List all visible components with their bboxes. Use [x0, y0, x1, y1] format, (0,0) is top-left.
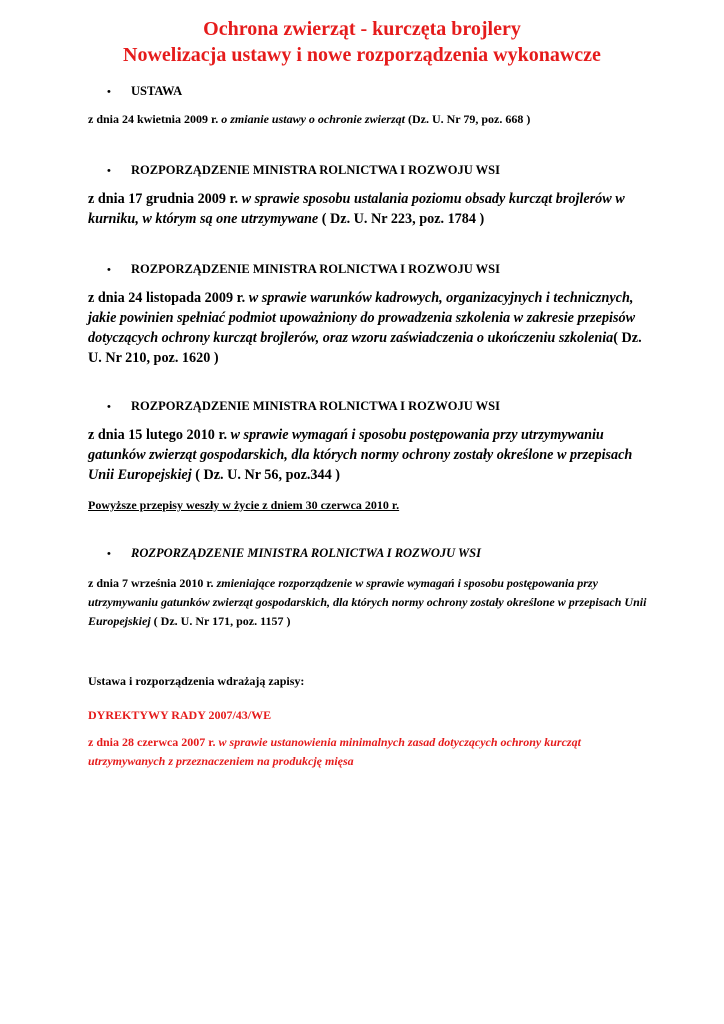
document-title: Ochrona zwierząt - kurczęta brojlery	[203, 18, 521, 40]
section-heading-text: ROZPORZĄDZENIE MINISTRA ROLNICTWA I ROZWOJU WSI	[131, 399, 500, 413]
section-reference: ( Dz. U. Nr 56, poz.344 )	[191, 467, 340, 483]
section-reference: ( Dz. U. Nr 171, poz. 1157 )	[150, 614, 291, 628]
section-5-heading	[107, 545, 481, 562]
section-2-heading	[107, 162, 500, 179]
section-date: z dnia 7 września 2010 r.	[88, 576, 217, 590]
section-subject: w sprawie wymagań i sposobu postępowania przy utrzymywaniu gatunków zwierząt gospodarskich, dla których normy ochrony zostały określone w przepisach Unii Europejskiej	[88, 427, 633, 483]
section-subject: o zmianie ustawy o ochronie zwierząt	[221, 112, 405, 126]
section-reference: ( Dz. U. Nr 223, poz. 1784 )	[318, 211, 485, 227]
section-reference: ( Dz. U. Nr 210, poz. 1620 )	[88, 330, 642, 366]
directive-title: DYREKTYWY RADY 2007/43/WE	[88, 708, 272, 722]
section-3-heading	[107, 261, 500, 278]
section-date: z dnia 24 listopada 2009 r.	[88, 290, 249, 306]
bullet-icon: •	[107, 165, 111, 177]
directive-subject: w sprawie ustanowienia minimalnych zasad dotyczących ochrony kurcząt utrzymywanych z przeznaczeniem na produkcję mięsa	[88, 735, 581, 768]
section-reference: (Dz. U. Nr 79, poz. 668 )	[404, 112, 531, 126]
implements-label: Ustawa i rozporządzenia wdrażają zapisy:	[88, 674, 305, 688]
section-1-body	[88, 110, 648, 129]
section-4-heading	[107, 398, 500, 415]
section-heading-text: ROZPORZĄDZENIE MINISTRA ROLNICTWA I ROZWOJU WSI	[131, 163, 500, 177]
section-subject: w sprawie sposobu ustalania poziomu obsady kurcząt brojlerów w kurniku, w którym są one utrzymywane	[88, 191, 625, 227]
section-5-body	[88, 574, 648, 631]
section-subject: zmieniające rozporządzenie w sprawie wymagań i sposobu postępowania przy utrzymywaniu gatunków zwierząt gospodarskich, dla których normy ochrony zostały określone w przepisach Unii Europejskiej	[88, 576, 647, 628]
section-3-body	[88, 288, 648, 368]
directive-date: z dnia 28 czerwca 2007 r.	[88, 735, 219, 749]
section-heading-text: USTAWA	[131, 84, 183, 98]
directive-body	[88, 733, 648, 771]
section-1-heading	[107, 83, 182, 100]
section-date: z dnia 15 lutego 2010 r.	[88, 427, 231, 443]
section-heading-text: ROZPORZĄDZENIE MINISTRA ROLNICTWA I ROZWOJU WSI	[131, 546, 481, 560]
document-subtitle: Nowelizacja ustawy i nowe rozporządzenia wykonawcze	[123, 44, 601, 66]
bullet-icon: •	[107, 401, 111, 413]
effective-date-note: Powyższe przepisy weszły w życie z dniem 30 czerwca 2010 r.	[88, 498, 400, 512]
section-heading-text: ROZPORZĄDZENIE MINISTRA ROLNICTWA I ROZWOJU WSI	[131, 262, 500, 276]
section-2-body	[88, 189, 648, 229]
section-4-body	[88, 425, 648, 485]
bullet-icon: •	[107, 86, 111, 98]
section-date: z dnia 24 kwietnia 2009 r.	[88, 112, 222, 126]
section-subject: w sprawie warunków kadrowych, organizacyjnych i technicznych, jakie powinien spełniać podmiot upoważniony do prowadzenia szkolenia w zakresie przepisów dotyczących ochrony kurcząt brojlerów, oraz wzoru zaświadczenia o ukończeniu szkolenia	[88, 290, 636, 346]
bullet-icon: •	[107, 264, 111, 276]
section-date: z dnia 17 grudnia 2009 r.	[88, 191, 242, 207]
bullet-icon: •	[107, 548, 111, 560]
